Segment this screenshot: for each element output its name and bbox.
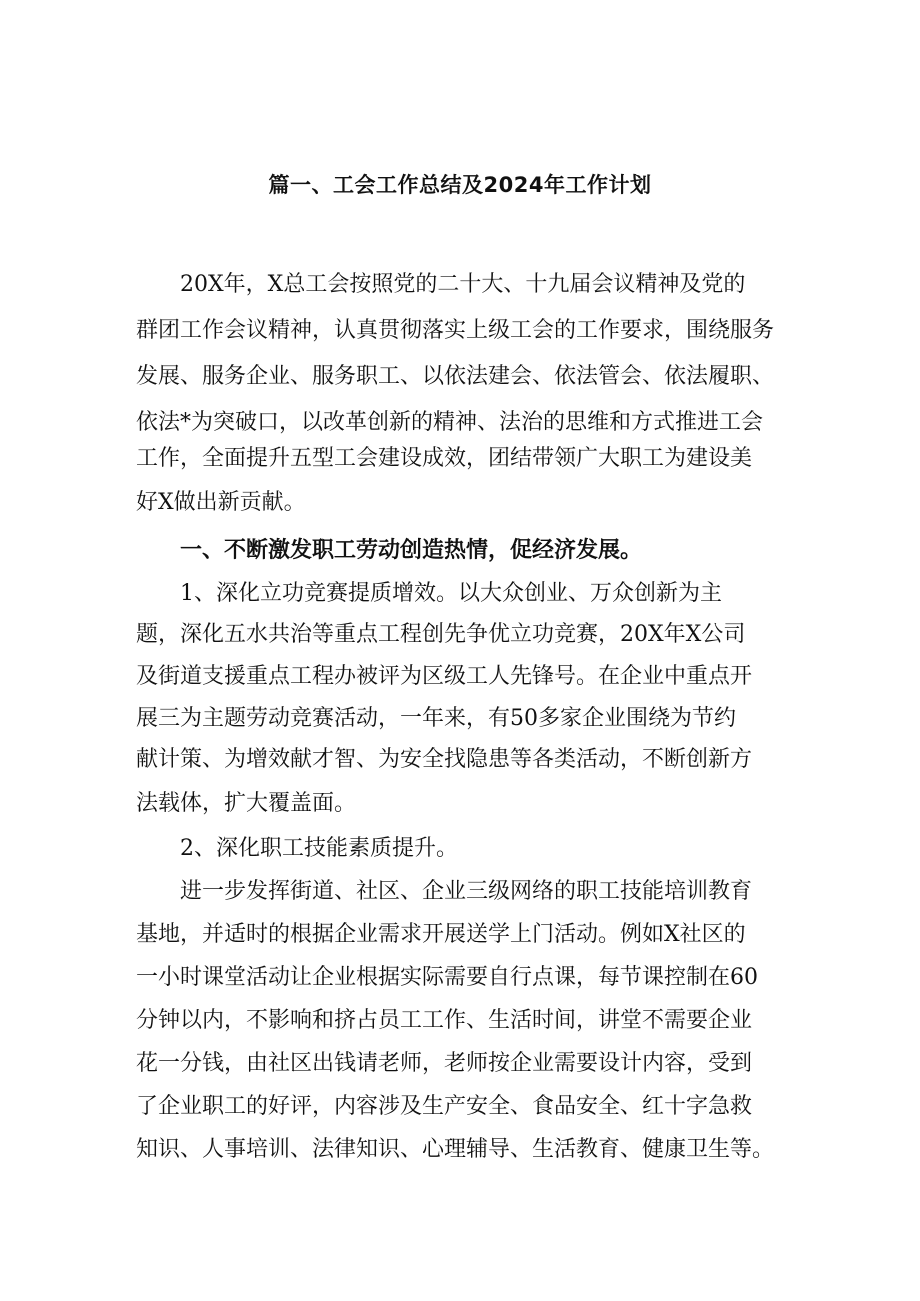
document-title: 篇一、工会工作总结及2024年工作计划	[268, 173, 652, 197]
item-1-line-2: 题，深化五水共治等重点工程创先争优立功竞赛，20X年X公司	[136, 622, 746, 647]
item-1-line-1: 1、深化立功竞赛提质增效。以大众创业、万众创新为主	[180, 581, 722, 606]
section-1-heading: 一、不断激发职工劳动创造热情，促经济发展。	[180, 538, 643, 563]
item-1-line-6: 法载体，扩大覆盖面。	[136, 791, 357, 816]
item-1-line-4: 展三为主题劳动竞赛活动，一年来，有50多家企业围绕为节约	[136, 706, 736, 731]
intro-line-6: 好X做出新贡献。	[136, 490, 306, 515]
intro-line-2: 群团工作会议精神，认真贯彻落实上级工会的工作要求，围绕服务	[136, 318, 775, 343]
intro-line-1: 20X年，X总工会按照党的二十大、十九届会议精神及党的	[180, 272, 746, 297]
item-2-line-7: 知识、人事培训、法律知识、心理辅导、生活教育、健康卫生等。	[136, 1137, 775, 1162]
item-2-line-6: 了企业职工的好评，内容涉及生产安全、食品安全、红十字急救	[136, 1094, 753, 1119]
item-1-line-3: 及街道支援重点工程办被评为区级工人先锋号。在企业中重点开	[136, 664, 753, 689]
item-2-line-3: 一小时课堂活动让企业根据实际需要自行点课，每节课控制在60	[136, 965, 758, 990]
item-2-heading: 2、深化职工技能素质提升。	[180, 836, 458, 861]
item-2-line-5: 花一分钱，由社区出钱请老师，老师按企业需要设计内容，受到	[136, 1051, 753, 1076]
item-1-line-5: 献计策、为增效献才智、为安全找隐患等各类活动，不断创新方	[136, 747, 753, 772]
intro-line-3: 发展、服务企业、服务职工、以依法建会、依法管会、依法履职、	[136, 364, 775, 389]
item-2-line-4: 分钟以内，不影响和挤占员工工作、生活时间，讲堂不需要企业	[136, 1008, 753, 1033]
item-2-line-1: 进一步发挥街道、社区、企业三级网络的职工技能培训教育	[180, 879, 753, 904]
intro-line-4: 依法*为突破口，以改革创新的精神、法治的思维和方式推进工会	[136, 410, 764, 435]
intro-line-5: 工作，全面提升五型工会建设成效，团结带领广大职工为建设美	[136, 446, 753, 471]
item-2-line-2: 基地，并适时的根据企业需求开展送学上门活动。例如X社区的	[136, 922, 746, 947]
